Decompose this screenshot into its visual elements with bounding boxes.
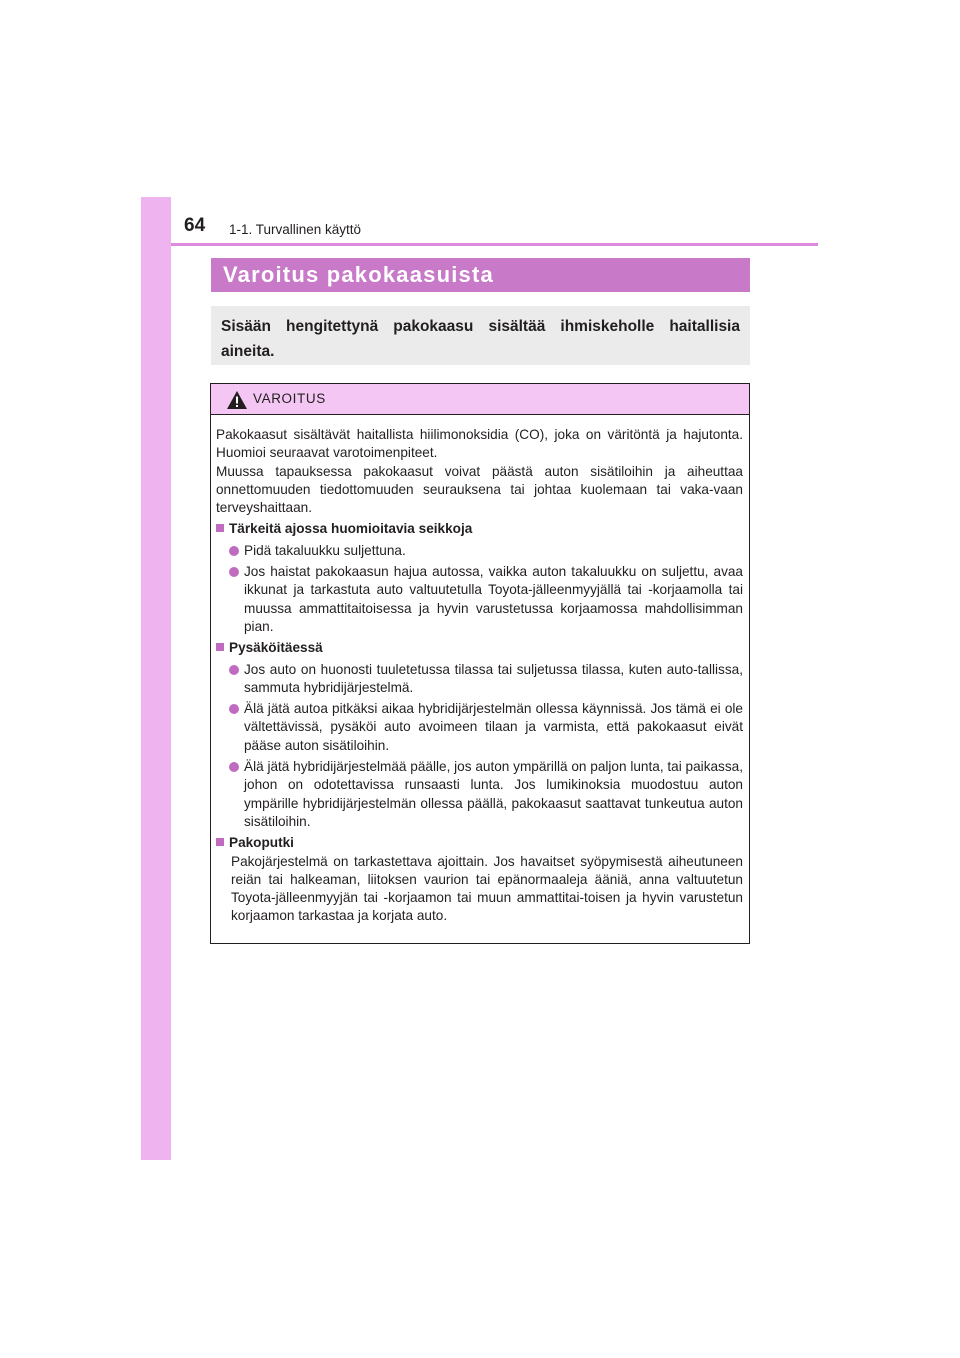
circle-bullet-icon	[229, 567, 239, 577]
list-item: Pidä takaluukku suljettuna.	[216, 542, 743, 560]
warning-header	[211, 384, 749, 415]
header-rule	[171, 243, 818, 246]
circle-bullet-icon	[229, 546, 239, 556]
exhaust-pipe-text: Pakojärjestelmä on tarkastettava ajoittain. Jos havaitset syöpymisestä aiheutuneen reiän tai halkeaman, liitoksen vaurion tai epänormaaleja ääniä, anna valtuutetun Toyota-jälleenmyyjän tai -korjaamon tai muun ammattitai-toisen ja hyvin varustetun korjaamon tarkastaa ja korjata auto.	[231, 853, 743, 924]
warning-label: VAROITUS	[253, 391, 326, 406]
circle-bullet-icon	[229, 704, 239, 714]
section-heading-exhaust-pipe: Pakoputki	[216, 834, 743, 852]
warning-triangle-icon	[226, 390, 248, 410]
chapter-title: 1-1. Turvallinen käyttö	[229, 222, 362, 237]
list-item: Jos auto on huonosti tuuletetussa tilassa tai suljetussa tilassa, kuten auto-tallissa, sammuta hybridijärjestelmä.	[216, 661, 743, 698]
square-bullet-icon	[216, 643, 224, 651]
section-intro: Sisään hengitettynä pakokaasu sisältää ihmiskeholle haitallisia aineita.	[211, 306, 750, 365]
section-title: Varoitus pakokaasuista	[211, 258, 750, 292]
list-item: Älä jätä autoa pitkäksi aikaa hybridijärjestelmän ollessa käynnissä. Jos tämä ei ole vältettävissä, pysäköi auto avoimeen tilaan ja varmista, että pakokaasut eivät pääse auton sisätiloihin.	[216, 700, 743, 755]
warning-body	[211, 415, 749, 926]
list-item: Älä jätä hybridijärjestelmää päälle, jos auton ympärillä on paljon lunta, tai paikassa, johon on odotettavissa runsaasti lunta. Jos lumikinoksia muodostuu auton ympärille hybridijärjestelmän ollessa päällä, pakokaasut saattavat tunkeutua auton sisätiloihin.	[216, 758, 743, 831]
page-number: 64	[184, 215, 206, 236]
square-bullet-icon	[216, 838, 224, 846]
square-bullet-icon	[216, 524, 224, 532]
side-tab-strip	[141, 197, 171, 1160]
warning-paragraph-1: Pakokaasut sisältävät haitallista hiilimonoksidia (CO), joka on väritöntä ja hajutonta. Huomioi seuraavat varotoimenpiteet.	[216, 427, 743, 461]
list-item: Jos haistat pakokaasun hajua autossa, vaikka auton takaluukku on suljettu, avaa ikkunat ja tarkastuta auto valtuutetulla Toyota-jälleenmyyjällä tai -korjaamolla tai muussa ammattitaitoisessa ja hyvin varustetussa korjaamossa mahdollisimman pian.	[216, 563, 743, 636]
circle-bullet-icon	[229, 762, 239, 772]
circle-bullet-icon	[229, 665, 239, 675]
warning-paragraph-2: Muussa tapauksessa pakokaasut voivat päästä auton sisätiloihin ja aiheuttaa onnettomuuden tiedottomuuden seurauksena tai johtaa kuolemaan tai vaka-vaan terveyshaittaan.	[216, 463, 743, 516]
section-heading-parking: Pysäköitäessä	[216, 639, 743, 657]
warning-box	[210, 383, 750, 944]
section-heading-driving: Tärkeitä ajossa huomioitavia seikkoja	[216, 520, 743, 538]
